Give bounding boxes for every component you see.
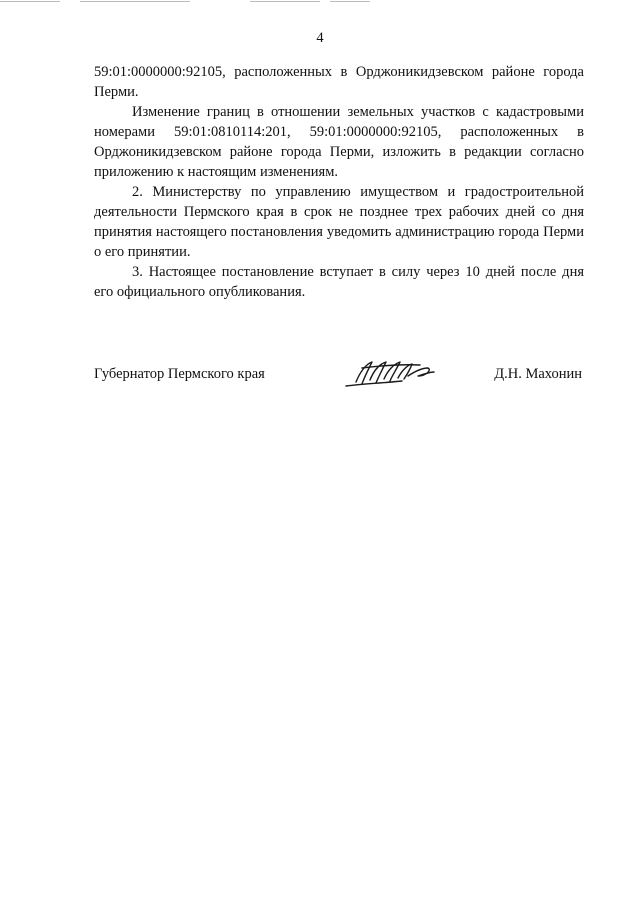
signatory-name: Д.Н. Махонин: [494, 366, 582, 382]
handwritten-signature: [342, 356, 438, 392]
paragraph-4: 3. Настоящее постановление вступает в силу через 10 дней после дня его официального опубликования.: [94, 264, 584, 300]
paragraph-3: 2. Министерству по управлению имуществом и градостроительной деятельности Пермского края в срок не позднее трех рабочих дней со дня принятия настоящего постановления уведомить администрацию города Перми о его принятии.: [94, 184, 584, 260]
scan-edge-artifact: [0, 0, 640, 4]
document-body: [94, 62, 584, 302]
page-number: 4: [316, 30, 324, 46]
signature-block: [94, 364, 582, 404]
paragraph-2: Изменение границ в отношении земельных участков с кадастровыми номерами 59:01:0810114:201, 59:01:0000000:92105, расположенных в Орджоникидзевском районе города Перми, изложить в редакции согласно приложению к настоящим изменениям.: [94, 104, 584, 180]
paragraph-1: 59:01:0000000:92105, расположенных в Орджоникидзевском районе города Перми.: [94, 64, 584, 100]
signatory-title: Губернатор Пермского края: [94, 366, 265, 382]
